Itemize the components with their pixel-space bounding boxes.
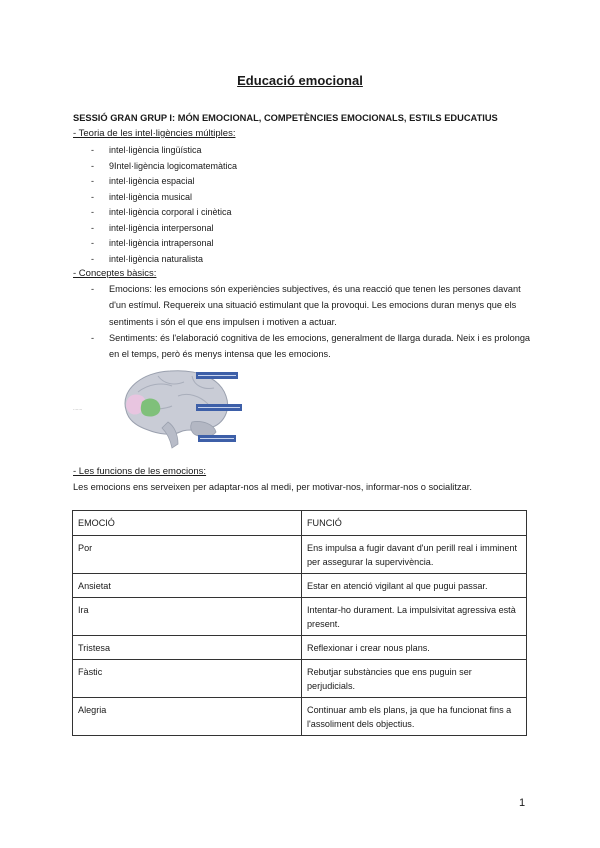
list-item: - intel·ligència naturalista [91, 253, 204, 264]
page-title: Educació emocional [237, 73, 363, 88]
table-header-row [73, 511, 527, 536]
table-row [73, 536, 527, 574]
function-cell: Reflexionar i crear nous plans. [302, 636, 527, 660]
emotion-cell: Fàstic [73, 660, 302, 698]
page-number: 1 [519, 797, 526, 809]
figure-side-mark: ······· [73, 407, 83, 412]
list-item: - 9Intel·ligència logicomatemàtica [91, 160, 238, 171]
theory-heading: - Teoria de les intel·ligències múltiples: [73, 128, 236, 139]
table-row [73, 598, 527, 636]
emotion-cell: Alegria [73, 698, 302, 736]
brain-diagram [108, 362, 248, 457]
list-item: - intel·ligència intrapersonal [91, 238, 214, 248]
list-item: - intel·ligència lingüística [91, 145, 202, 155]
function-cell: Ens impulsa a fugir davant d'un perill real i imminent per assegurar la supervivència. [302, 536, 527, 574]
emotions-table [72, 510, 527, 736]
table-row [73, 574, 527, 598]
functions-heading: - Les funcions de les emocions: [73, 466, 207, 477]
function-cell: Continuar amb els plans, ja que ha funcionat fins a l'assoliment dels objectius. [302, 698, 527, 736]
list-item: - intel·ligència interpersonal [91, 222, 214, 233]
function-cell: Rebutjar substàncies que ens puguin ser perjudicials. [302, 660, 527, 698]
emotion-cell: Por [73, 536, 302, 574]
session-heading: SESSIÓ GRAN GRUP I: MÓN EMOCIONAL, COMPETÈNCIES EMOCIONALS, ESTILS EDUCATIUS [73, 113, 498, 123]
list-item: - intel·ligència espacial [91, 176, 195, 186]
functions-intro: Les emocions ens serveixen per adaptar-nos al medi, per motivar-nos, informar-nos o socialitzar. [73, 482, 472, 492]
list-item: - intel·ligència corporal i cinètica [91, 207, 232, 217]
function-cell: Estar en atenció vigilant al que pugui passar. [302, 574, 527, 598]
table-row [73, 698, 527, 736]
function-cell: Intentar-ho durament. La impulsivitat agressiva està present. [302, 598, 527, 636]
emotion-cell: Ansietat [73, 574, 302, 598]
emotions-definition: - Emocions: les emocions són experiències subjectives, és una reacció que tenen les persones davant d'un estímul. Requereix una situació estimulant que la provoqui. Les emocions duran menys que els sentiments i són el que ens impulsen i motiven a actuar. [91, 284, 521, 327]
feelings-definition: - Sentiments: és l'elaboració cognitiva de les emocions, generalment de llarga durada. Neix i es prolonga en el temps, però és menys intensa que les emocions. [91, 333, 531, 360]
table-row [73, 636, 527, 660]
table-row [73, 660, 527, 698]
emotion-cell: Ira [73, 598, 302, 636]
intelligences-list [91, 144, 237, 268]
emotion-cell: Tristesa [73, 636, 302, 660]
header-cell-emotion: EMOCIÓ [73, 511, 302, 536]
basics-heading: - Conceptes bàsics: [73, 268, 157, 279]
list-item: - intel·ligència musical [91, 191, 193, 202]
header-cell-function: FUNCIÓ [302, 511, 527, 536]
